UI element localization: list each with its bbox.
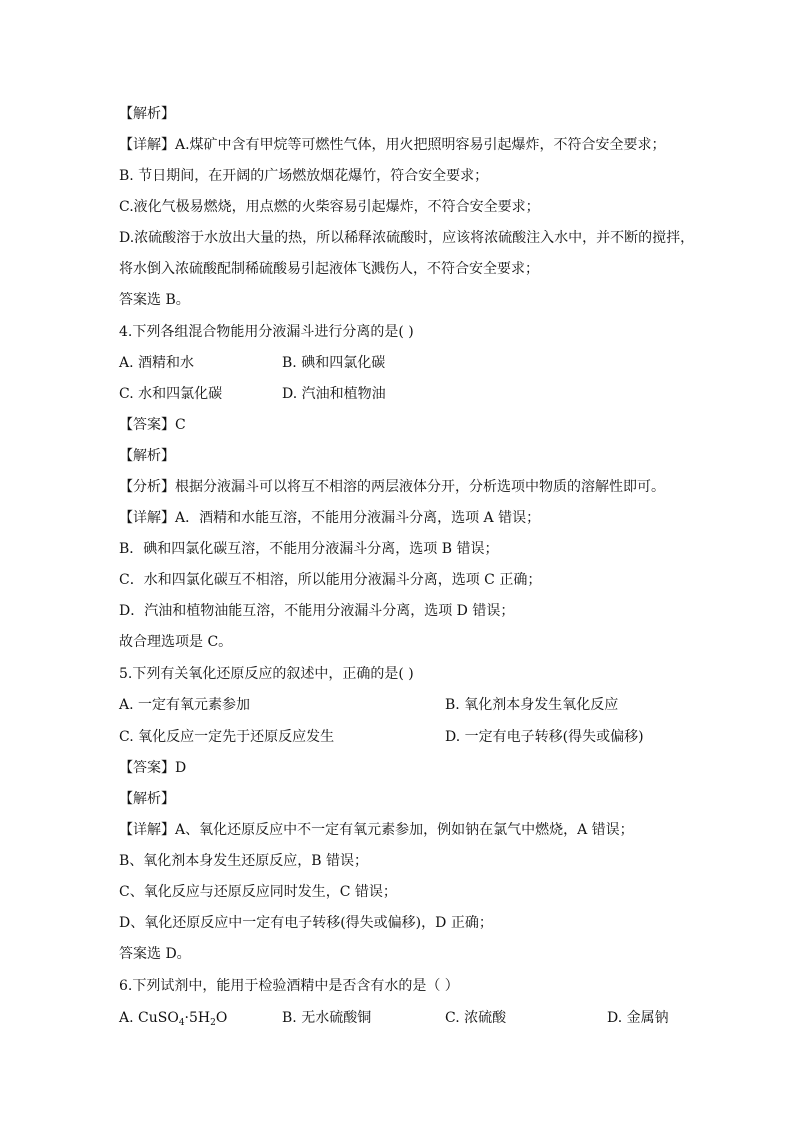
- q4-analysis: 【分析】根据分液漏斗可以将互不相溶的两层液体分开，分析选项中物质的溶解性即可。: [119, 479, 665, 495]
- q6-option-a-text: A. CuSO: [119, 1010, 179, 1026]
- q4-option-a: A. 酒精和水: [119, 355, 195, 371]
- q6-option-d: D. 金属钠: [607, 1010, 669, 1026]
- q3-detail-d: D.浓硫酸溶于水放出大量的热，所以稀释浓硫酸时，应该将浓硫酸注入水中，并不断的搅拌，: [119, 230, 695, 246]
- q3-detail-b: B. 节日期间，在开阔的广场燃放烟花爆竹，符合安全要求；: [119, 168, 489, 184]
- q3-detail-a: 【详解】A.煤矿中含有甲烷等可燃性气体，用火把照明容易引起爆炸，不符合安全要求；: [119, 137, 666, 153]
- q6-option-b: B. 无水硫酸铜: [282, 1010, 372, 1026]
- q6-option-a-text-3: O: [215, 1010, 228, 1026]
- q5-option-d: D. 一定有电子转移(得失或偏移): [445, 729, 644, 745]
- q6-option-a-sub-1: 4: [178, 1018, 185, 1028]
- q4-stem: 4.下列各组混合物能用分液漏斗进行分离的是( ): [119, 324, 414, 340]
- q5-answer: 【答案】D: [119, 760, 187, 776]
- q6-option-c: C. 浓硫酸: [445, 1010, 507, 1026]
- q5-detail-c: C、氧化反应与还原反应同时发生，C 错误；: [119, 884, 397, 900]
- q5-detail-a: 【详解】A、氧化还原反应中不一定有氧元素参加，例如钠在氯气中燃烧，A 错误；: [119, 822, 634, 838]
- q5-option-c: C. 氧化反应一定先于还原反应发生: [119, 729, 335, 745]
- q4-detail-c: C．水和四氯化碳互不相溶，所以能用分液漏斗分离，选项 C 正确；: [119, 572, 542, 588]
- q5-stem: 5.下列有关氧化还原反应的叙述中，正确的是( ): [119, 666, 414, 682]
- q5-detail-d: D、氧化还原反应中一定有电子转移(得失或偏移)，D 正确；: [119, 915, 493, 931]
- q3-analysis-label: 【解析】: [119, 106, 175, 122]
- q6-option-a: [119, 1008, 227, 1028]
- q4-conclusion: 故合理选项是 C。: [119, 634, 233, 650]
- q4-analysis-label: 【解析】: [119, 448, 175, 464]
- q3-detail-c: C.液化气极易燃烧，用点燃的火柴容易引起爆炸，不符合安全要求；: [119, 199, 540, 215]
- q4-detail-b: B．碘和四氯化碳互溶，不能用分液漏斗分离，选项 B 错误；: [119, 541, 499, 557]
- q5-option-b: B. 氧化剂本身发生氧化反应: [445, 697, 619, 713]
- q4-detail-a: 【详解】A．酒精和水能互溶，不能用分液漏斗分离，选项 A 错误；: [119, 510, 541, 526]
- q5-analysis-label: 【解析】: [119, 791, 175, 807]
- q3-detail-d-cont: 将水倒入浓硫酸配制稀硫酸易引起液体飞溅伤人，不符合安全要求；: [119, 261, 539, 277]
- q6-option-a-text-2: ·5H: [184, 1010, 211, 1026]
- q6-stem: 6.下列试剂中，能用于检验酒精中是否含有水的是（ ）: [119, 978, 459, 994]
- q5-detail-b: B、氧化剂本身发生还原反应，B 错误；: [119, 853, 369, 869]
- q4-option-d: D. 汽油和植物油: [282, 386, 386, 402]
- q3-conclusion: 答案选 B。: [119, 292, 190, 308]
- q4-answer: 【答案】C: [119, 417, 186, 433]
- q4-option-c: C. 水和四氯化碳: [119, 386, 223, 402]
- q4-option-b: B. 碘和四氯化碳: [282, 355, 386, 371]
- q5-option-a: A. 一定有氧元素参加: [119, 697, 251, 713]
- q6-option-a-sub-2: 2: [210, 1018, 216, 1028]
- q4-detail-d: D．汽油和植物油能互溶，不能用分液漏斗分离，选项 D 错误；: [119, 603, 515, 619]
- q5-conclusion: 答案选 D。: [119, 946, 191, 962]
